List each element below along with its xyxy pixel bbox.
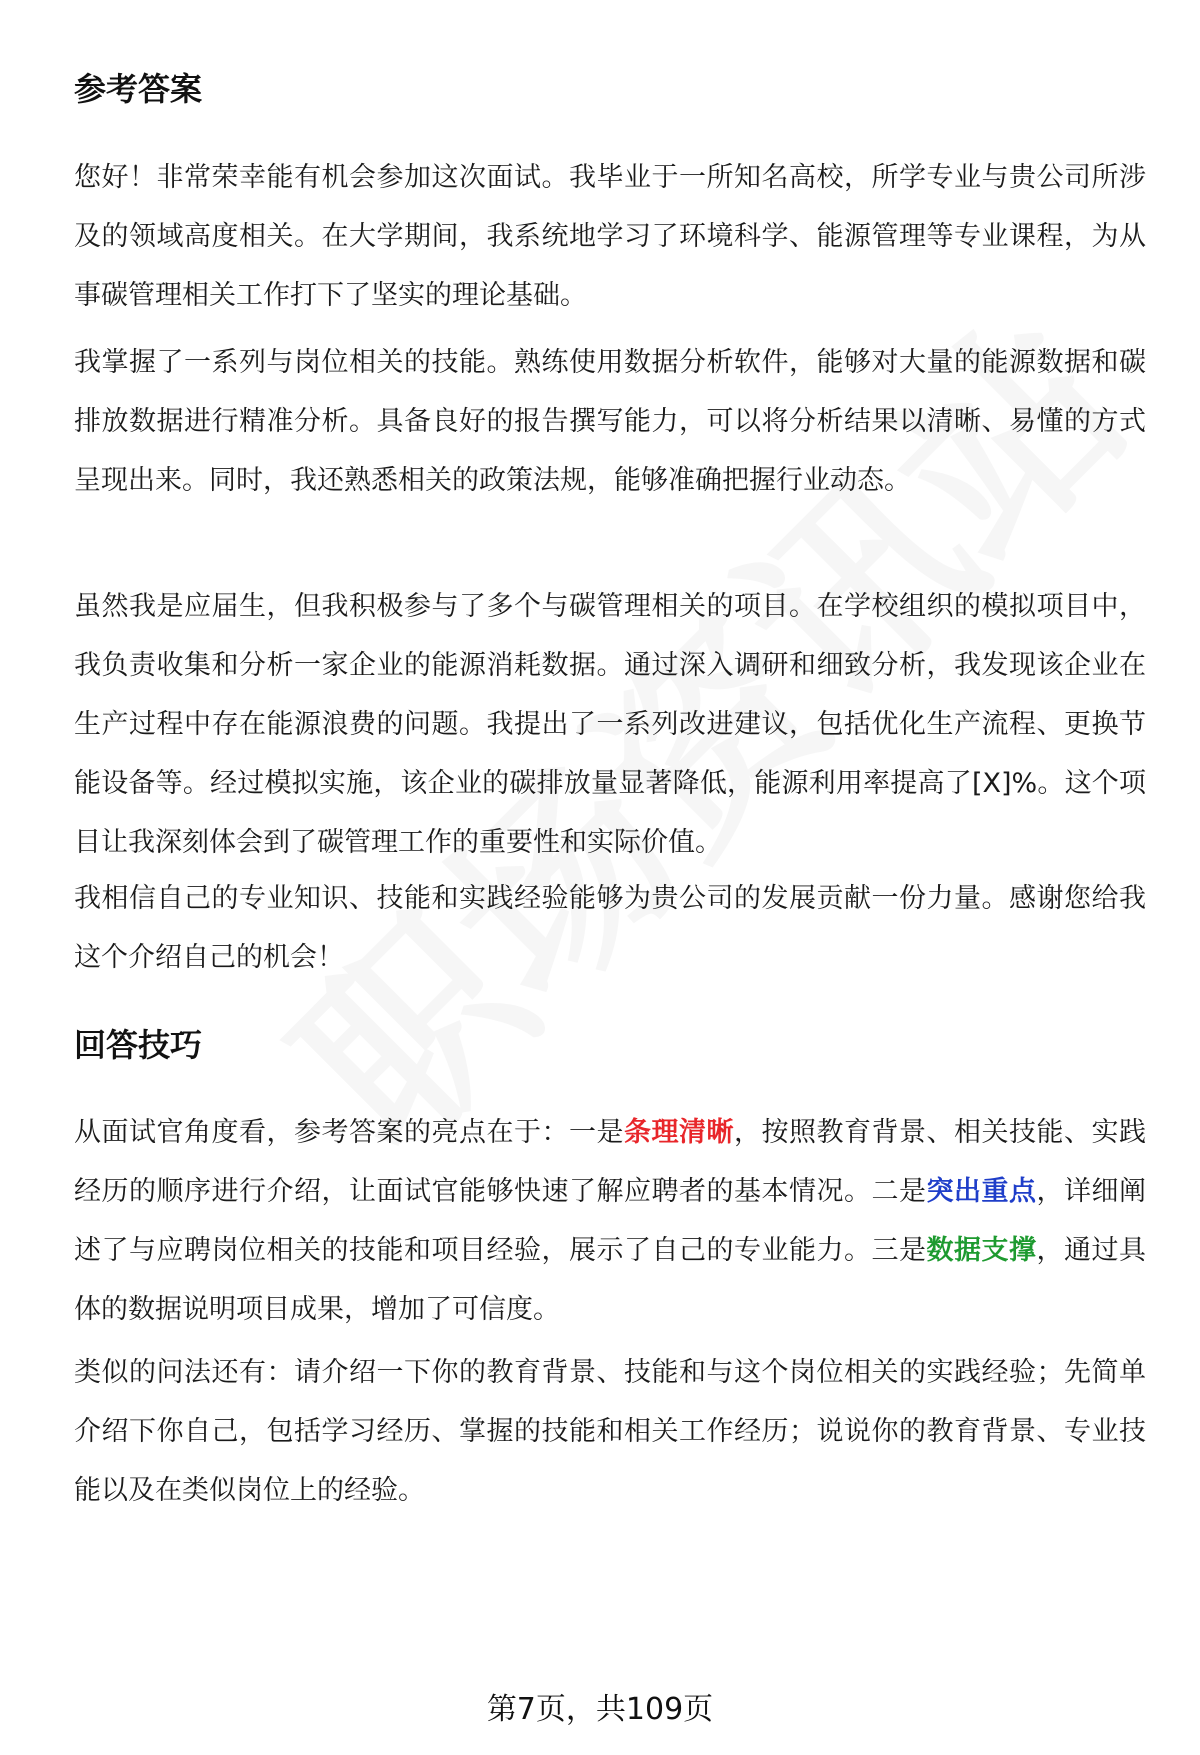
answer-paragraph-1: 您好！非常荣幸能有机会参加这次面试。我毕业于一所知名高校，所学专业与贵公司所涉及的领域高度相关。在大学期间，我系统地学习了环境科学、能源管理等专业课程，为从事碳管理相关工作打下了坚实的理论基础。 — [74, 162, 1146, 311]
answer-paragraph-2: 我掌握了一系列与岗位相关的技能。熟练使用数据分析软件，能够对大量的能源数据和碳排放数据进行精准分析。具备良好的报告撰写能力，可以将分析结果以清晰、易懂的方式呈现出来。同时，我还熟悉相关的政策法规，能够准确把握行业动态。 — [74, 347, 1146, 496]
page-number: 第7页，共109页 — [486, 1692, 714, 1727]
highlight-key-points: 突出重点 — [926, 1176, 1037, 1207]
tips-text: ，通过具体的数据说明项目成果，增加了可信度。 — [74, 1235, 1146, 1325]
tips-text: ，按照教育背景、相关技能、实践经历的顺序进行介绍，让面试官能够快速了解应聘者的基本情况。二是 — [74, 1117, 1146, 1207]
answer-paragraph-4: 我相信自己的专业知识、技能和实践经验能够为贵公司的发展贡献一份力量。感谢您给我这个介绍自己的机会！ — [74, 883, 1146, 973]
section-title-answer: 参考答案 — [74, 70, 203, 108]
answer-paragraph-3: 虽然我是应届生，但我积极参与了多个与碳管理相关的项目。在学校组织的模拟项目中，我负责收集和分析一家企业的能源消耗数据。通过深入调研和细致分析，我发现该企业在生产过程中存在能源浪费的问题。我提出了一系列改进建议，包括优化生产流程、更换节能设备等。经过模拟实施，该企业的碳排放量显著降低，能源利用率提高了[X]%。这个项目让我深刻体会到了碳管理工作的重要性和实际价值。 — [74, 591, 1146, 858]
tips-paragraph-1 — [74, 1103, 1146, 1339]
tips-text: ，详细阐述了与应聘岗位相关的技能和项目经验，展示了自己的专业能力。三是 — [74, 1176, 1146, 1266]
tips-text: 从面试官角度看，参考答案的亮点在于：一是 — [74, 1117, 624, 1148]
tips-paragraph-2: 类似的问法还有：请介绍一下你的教育背景、技能和与这个岗位相关的实践经验；先简单介绍下你自己，包括学习经历、掌握的技能和相关工作经历；说说你的教育背景、专业技能以及在类似岗位上的经验。 — [74, 1357, 1146, 1506]
highlight-data-support: 数据支撑 — [926, 1235, 1037, 1266]
section-title-tips: 回答技巧 — [74, 1026, 203, 1064]
highlight-clear-structure: 条理清晰 — [624, 1117, 734, 1148]
